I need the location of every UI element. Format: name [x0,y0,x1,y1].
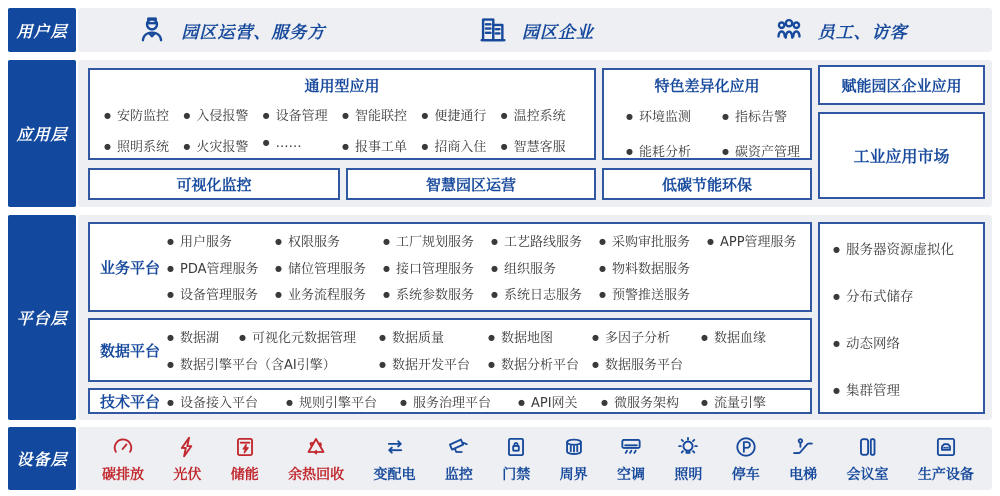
device-label: 监控 [444,466,473,483]
business-platform-title: 业务平台 [100,258,161,277]
building-icon [476,13,510,47]
special-app-title: 特色差异化应用 [654,77,760,95]
list-item: ● 火灾报警 [183,136,262,155]
device-label: 变配电 [373,466,416,483]
user-layer-content [78,8,992,52]
list-item: ● 预警推送服务 [599,284,707,303]
list-item: ● 照明系统 [104,136,183,155]
device-layer-band [0,427,1000,490]
list-item: ● API网关 [518,392,601,411]
application-layer-label: 应用层 [8,60,76,207]
perimeter-drum-icon [561,434,587,460]
list-item: ● 智慧客服 [501,136,580,155]
platform-layer-band [0,215,1000,420]
list-item: ● 便捷通行 [421,105,500,124]
platform-layer-label: 平台层 [8,215,76,420]
list-item: ● 可视化元数据管理 [239,327,379,346]
escalator-icon [790,434,816,460]
list-item: ● 组织服务 [491,258,599,277]
device-meeting-room [847,434,889,484]
special-app-box [602,68,812,160]
list-item: ● 安防监控 [104,105,183,124]
list-item: ● 分布式储存 [833,285,983,305]
device-label: 照明 [674,466,703,483]
list-item: ● 温控系统 [501,105,580,124]
empower-app-title: 赋能园区企业应用 [841,76,962,95]
list-item: ● 物料数据服务 [599,258,707,277]
user-group-label: 园区运营、服务方 [181,22,326,43]
user-group-label: 园区企业 [521,22,594,43]
application-layer-band [0,60,1000,207]
smart-park-ops-title: 智慧园区运营 [425,175,516,194]
device-label: 生产设备 [917,466,974,483]
list-item: ● 服务器资源虚拟化 [833,238,983,258]
list-item: ● 能耗分析 [626,141,722,160]
list-item: ● 规则引擎平台 [286,392,400,411]
device-label: 储能 [230,466,259,483]
device-access-control [502,434,530,484]
worker-icon [135,13,169,47]
infrastructure-box [818,222,985,414]
user-group-enterprises [383,8,688,52]
device-carbon-emission [102,434,144,484]
low-carbon-box [602,168,812,200]
device-label: 周界 [559,466,588,483]
platform-layer-content [78,215,992,420]
user-group-label: 员工、访客 [817,22,908,43]
light-bulb-icon [675,434,701,460]
low-carbon-title: 低碳节能环保 [661,175,752,194]
list-item: ● 流量引擎 [701,392,804,411]
list-item: ● 动态网络 [833,332,983,352]
list-item: ● 系统参数服务 [383,284,491,303]
list-item: ● 入侵报警 [183,105,262,124]
list-item: ● 接口管理服务 [383,258,491,277]
device-power-distribution [374,434,416,484]
user-group-operators [78,8,383,52]
door-lock-icon [503,434,529,460]
device-photovoltaic [173,434,201,484]
business-platform-box [88,222,812,312]
list-item: ● 数据地图 [488,327,592,346]
device-energy-storage [231,434,259,484]
general-app-title: 通用型应用 [304,77,380,95]
battery-icon [232,434,258,460]
recycle-icon [303,434,329,460]
user-group-staff-visitors [687,8,992,52]
device-perimeter [560,434,588,484]
device-air-conditioning [617,434,645,484]
user-layer-label: 用户层 [8,8,76,52]
cctv-camera-icon [446,434,472,460]
device-label: 会议室 [846,466,889,483]
meeting-door-icon [855,434,881,460]
visual-monitor-title: 可视化监控 [176,175,252,194]
list-item: ● 智能联控 [342,105,421,124]
list-item: ● 数据血缘 [701,327,804,346]
list-item: ● 数据服务平台 [592,354,701,373]
empower-app-box [818,65,985,105]
list-item: ● 权限服务 [275,231,383,250]
device-label: 余热回收 [288,466,345,483]
machine-icon [933,434,959,460]
device-label: 电梯 [789,466,818,483]
list-item: ● 多因子分析 [592,327,701,346]
list-item: ● PDA管理服务 [167,258,275,277]
device-surveillance [445,434,473,484]
device-label: 停车 [731,466,760,483]
list-item: ● 设备管理服务 [167,284,275,303]
list-item: ● 设备接入平台 [167,392,286,411]
list-item: ● 工艺路线服务 [491,231,599,250]
list-item: ● …… [263,136,342,155]
application-layer-content [78,60,992,207]
list-item: ● 数据分析平台 [488,354,592,373]
list-item: ● 系统日志服务 [491,284,599,303]
list-item: ● 数据引擎平台（含AI引擎） [167,354,379,373]
list-item: ● 储位管理服务 [275,258,383,277]
exchange-arrows-icon [382,434,408,460]
list-item: ● 数据开发平台 [379,354,488,373]
device-waste-heat-recovery [288,434,344,484]
people-group-icon [772,13,806,47]
air-conditioner-icon [618,434,644,460]
list-item: ● APP管理服务 [707,231,804,250]
tech-platform-title: 技术平台 [100,392,161,411]
device-label: 空调 [617,466,645,483]
device-production-equipment [918,434,974,484]
lightning-icon [174,434,200,460]
list-item: ● 工厂规划服务 [383,231,491,250]
list-item: ● 数据质量 [379,327,488,346]
device-label: 门禁 [502,466,531,483]
list-item: ● 指标告警 [722,106,810,125]
industry-market-title: 工业应用市场 [853,147,950,166]
list-item: ● 碳资产管理 [722,141,810,160]
device-parking [732,434,760,484]
list-item: ● 用户服务 [167,231,275,250]
industry-market-box [818,112,985,199]
data-platform-box [88,318,812,382]
smart-park-ops-box [346,168,596,200]
gauge-icon [110,434,136,460]
list-item: ● 业务流程服务 [275,284,383,303]
list-item: ● 设备管理 [263,105,342,124]
device-elevator [789,434,817,484]
list-item: ● 采购审批服务 [599,231,707,250]
device-label: 光伏 [173,466,202,483]
device-lighting [674,434,702,484]
user-layer-band [0,8,1000,52]
list-item: ● 环境监测 [626,106,722,125]
list-item: ● 数据湖 [167,327,239,346]
data-platform-title: 数据平台 [100,341,161,360]
device-layer-content [78,427,992,490]
device-label: 碳排放 [102,466,144,483]
list-item: ● 微服务架构 [601,392,701,411]
tech-platform-box [88,388,812,414]
list-item: ● 服务治理平台 [400,392,518,411]
device-layer-label: 设备层 [8,427,76,490]
general-app-box [88,68,596,160]
visual-monitor-box [88,168,340,200]
list-item: ● 招商入住 [421,136,500,155]
parking-icon [733,434,759,460]
list-item: ● 报事工单 [342,136,421,155]
list-item: ● 集群管理 [833,379,983,399]
